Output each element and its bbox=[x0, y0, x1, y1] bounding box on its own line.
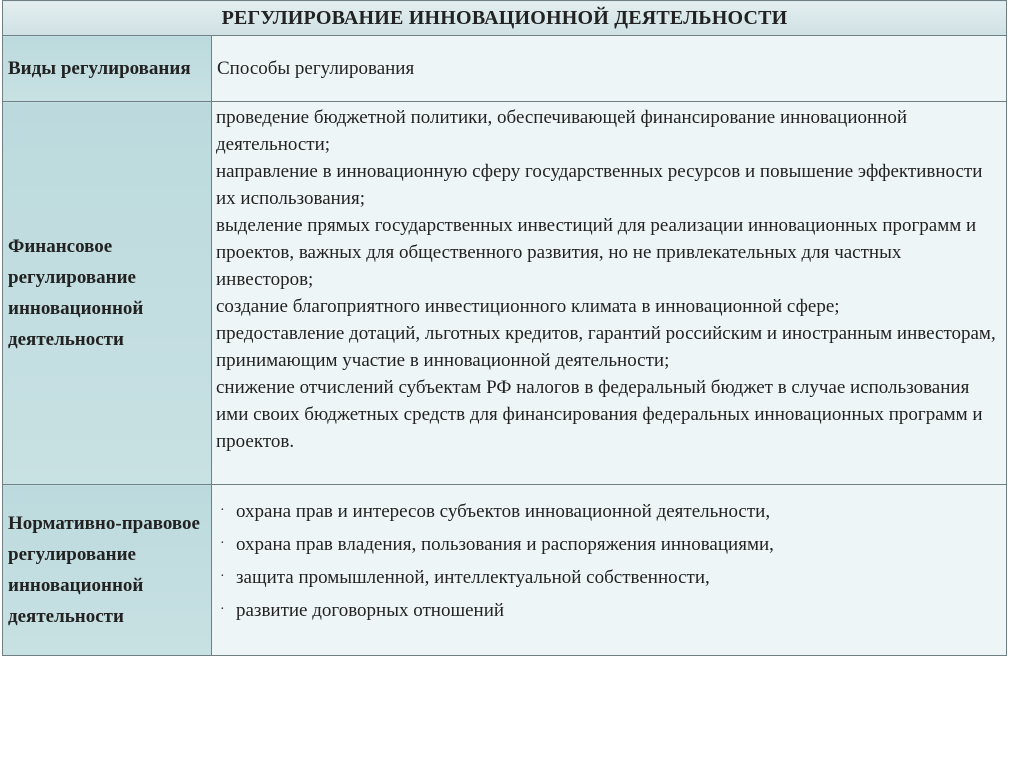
header-methods-cell: Способы регулирования bbox=[212, 36, 1007, 102]
list-item bbox=[220, 595, 1002, 628]
normative-methods-cell bbox=[212, 485, 1007, 656]
list-item bbox=[220, 529, 1002, 562]
list-item-text: охрана прав и интересов субъектов инновационной деятельности, bbox=[236, 501, 771, 522]
list-item: направление в инновационную сферу государственных ресурсов и повышение эффективности их использования; bbox=[216, 161, 983, 209]
bullet-icon: · bbox=[220, 569, 225, 584]
bullet-icon: · bbox=[220, 503, 225, 518]
list-item-text: охрана прав владения, пользования и распоряжения инновациями, bbox=[236, 534, 774, 555]
bullet-icon: · bbox=[220, 602, 225, 617]
table-title: РЕГУЛИРОВАНИЕ ИННОВАЦИОННОЙ ДЕЯТЕЛЬНОСТИ bbox=[3, 1, 1007, 36]
regulation-table bbox=[2, 0, 1007, 656]
list-item: предоставление дотаций, льготных кредитов, гарантий российским и иностранным инвесторам, принимающим участие в инновационной деятельности; bbox=[216, 323, 996, 371]
list-item bbox=[220, 496, 1002, 529]
normative-regulation-label: Нормативно-правовое регулирование инновационной деятельности bbox=[3, 485, 212, 656]
list-item bbox=[220, 562, 1002, 595]
table-row bbox=[3, 485, 1007, 656]
list-item: создание благоприятного инвестиционного климата в инновационной сфере; bbox=[216, 296, 840, 317]
list-item: выделение прямых государственных инвестиций для реализации инновационных программ и проектов, важных для общественного развития, но не привлекательных для частных инвесторов; bbox=[216, 215, 977, 290]
list-item-text: защита промышленной, интеллектуальной собственности, bbox=[236, 567, 710, 588]
list-item-text: развитие договорных отношений bbox=[236, 600, 505, 621]
header-row bbox=[3, 36, 1007, 102]
header-types-cell: Виды регулирования bbox=[3, 36, 212, 102]
title-row bbox=[3, 1, 1007, 36]
list-item: проведение бюджетной политики, обеспечивающей финансирование инновационной деятельности; bbox=[216, 107, 907, 155]
table-row bbox=[3, 102, 1007, 485]
financial-regulation-label: Финансовое регулирование инновационной деятельности bbox=[3, 102, 212, 485]
list-item: снижение отчислений субъектам РФ налогов в федеральный бюджет в случае использования ими своих бюджетных средств для финансирования федеральных инновационных программ и проектов. bbox=[216, 377, 983, 452]
bullet-icon: · bbox=[220, 536, 225, 551]
normative-methods-list bbox=[216, 486, 1002, 638]
financial-methods-cell bbox=[212, 102, 1007, 485]
